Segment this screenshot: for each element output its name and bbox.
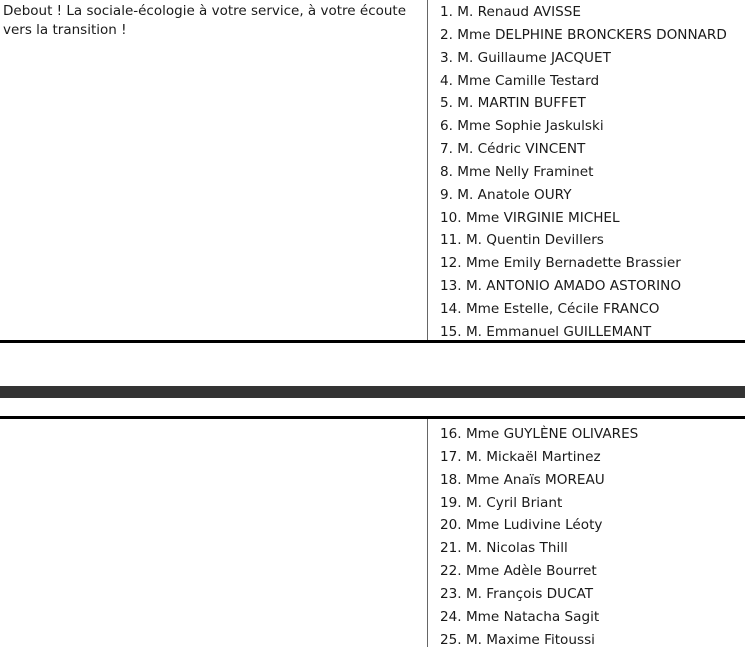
candidate-item: 19. M. Cyril Briant [440,494,563,511]
list-intro-text: Debout ! La sociale-écologie à votre service, à votre écoute vers la transition ! [3,3,407,38]
candidate-item: 12. Mme Emily Bernadette Brassier [440,255,681,272]
candidate-item: 16. Mme GUYLÈNE OLIVARES [440,426,639,442]
candidate-item: 7. M. Cédric VINCENT [440,141,586,158]
candidate-item: 21. M. Nicolas Thill [440,540,568,557]
candidate-item: 17. M. Mickaël Martinez [440,448,601,465]
candidate-item: 8. Mme Nelly Framinet [440,163,594,180]
candidate-item: 20. Mme Ludivine Léoty [440,517,603,534]
page-break-band [0,386,745,398]
candidate-item: 2. Mme DELPHINE BRONCKERS DONNARD [440,26,727,43]
column-divider-bottom [427,419,428,647]
candidate-list-top [440,1,727,344]
candidate-item: 23. M. François DUCAT [440,585,594,602]
section-rule-bottom [0,416,745,419]
candidate-item: 18. Mme Anaïs MOREAU [440,471,605,488]
candidate-item: 1. M. Renaud AVISSE [440,4,581,20]
candidate-item: 25. M. Maxime Fitoussi [440,631,595,648]
candidate-item: 14. Mme Estelle, Cécile FRANCO [440,300,660,317]
candidate-item: 10. Mme VIRGINIE MICHEL [440,209,620,226]
candidate-item: 6. Mme Sophie Jaskulski [440,118,604,135]
candidate-item: 3. M. Guillaume JACQUET [440,49,611,66]
candidate-item: 13. M. ANTONIO AMADO ASTORINO [440,278,682,295]
candidate-item: 4. Mme Camille Testard [440,72,600,89]
column-divider-top [427,0,428,341]
candidate-item: 24. Mme Natacha Sagit [440,608,600,625]
candidate-item: 11. M. Quentin Devillers [440,232,604,249]
section-rule-top [0,340,745,343]
candidate-list-bottom [440,423,638,651]
candidate-item: 22. Mme Adèle Bourret [440,563,597,580]
candidate-item: 5. M. MARTIN BUFFET [440,95,586,112]
candidate-item: 15. M. Emmanuel GUILLEMANT [440,323,652,340]
candidate-item: 9. M. Anatole OURY [440,186,572,203]
